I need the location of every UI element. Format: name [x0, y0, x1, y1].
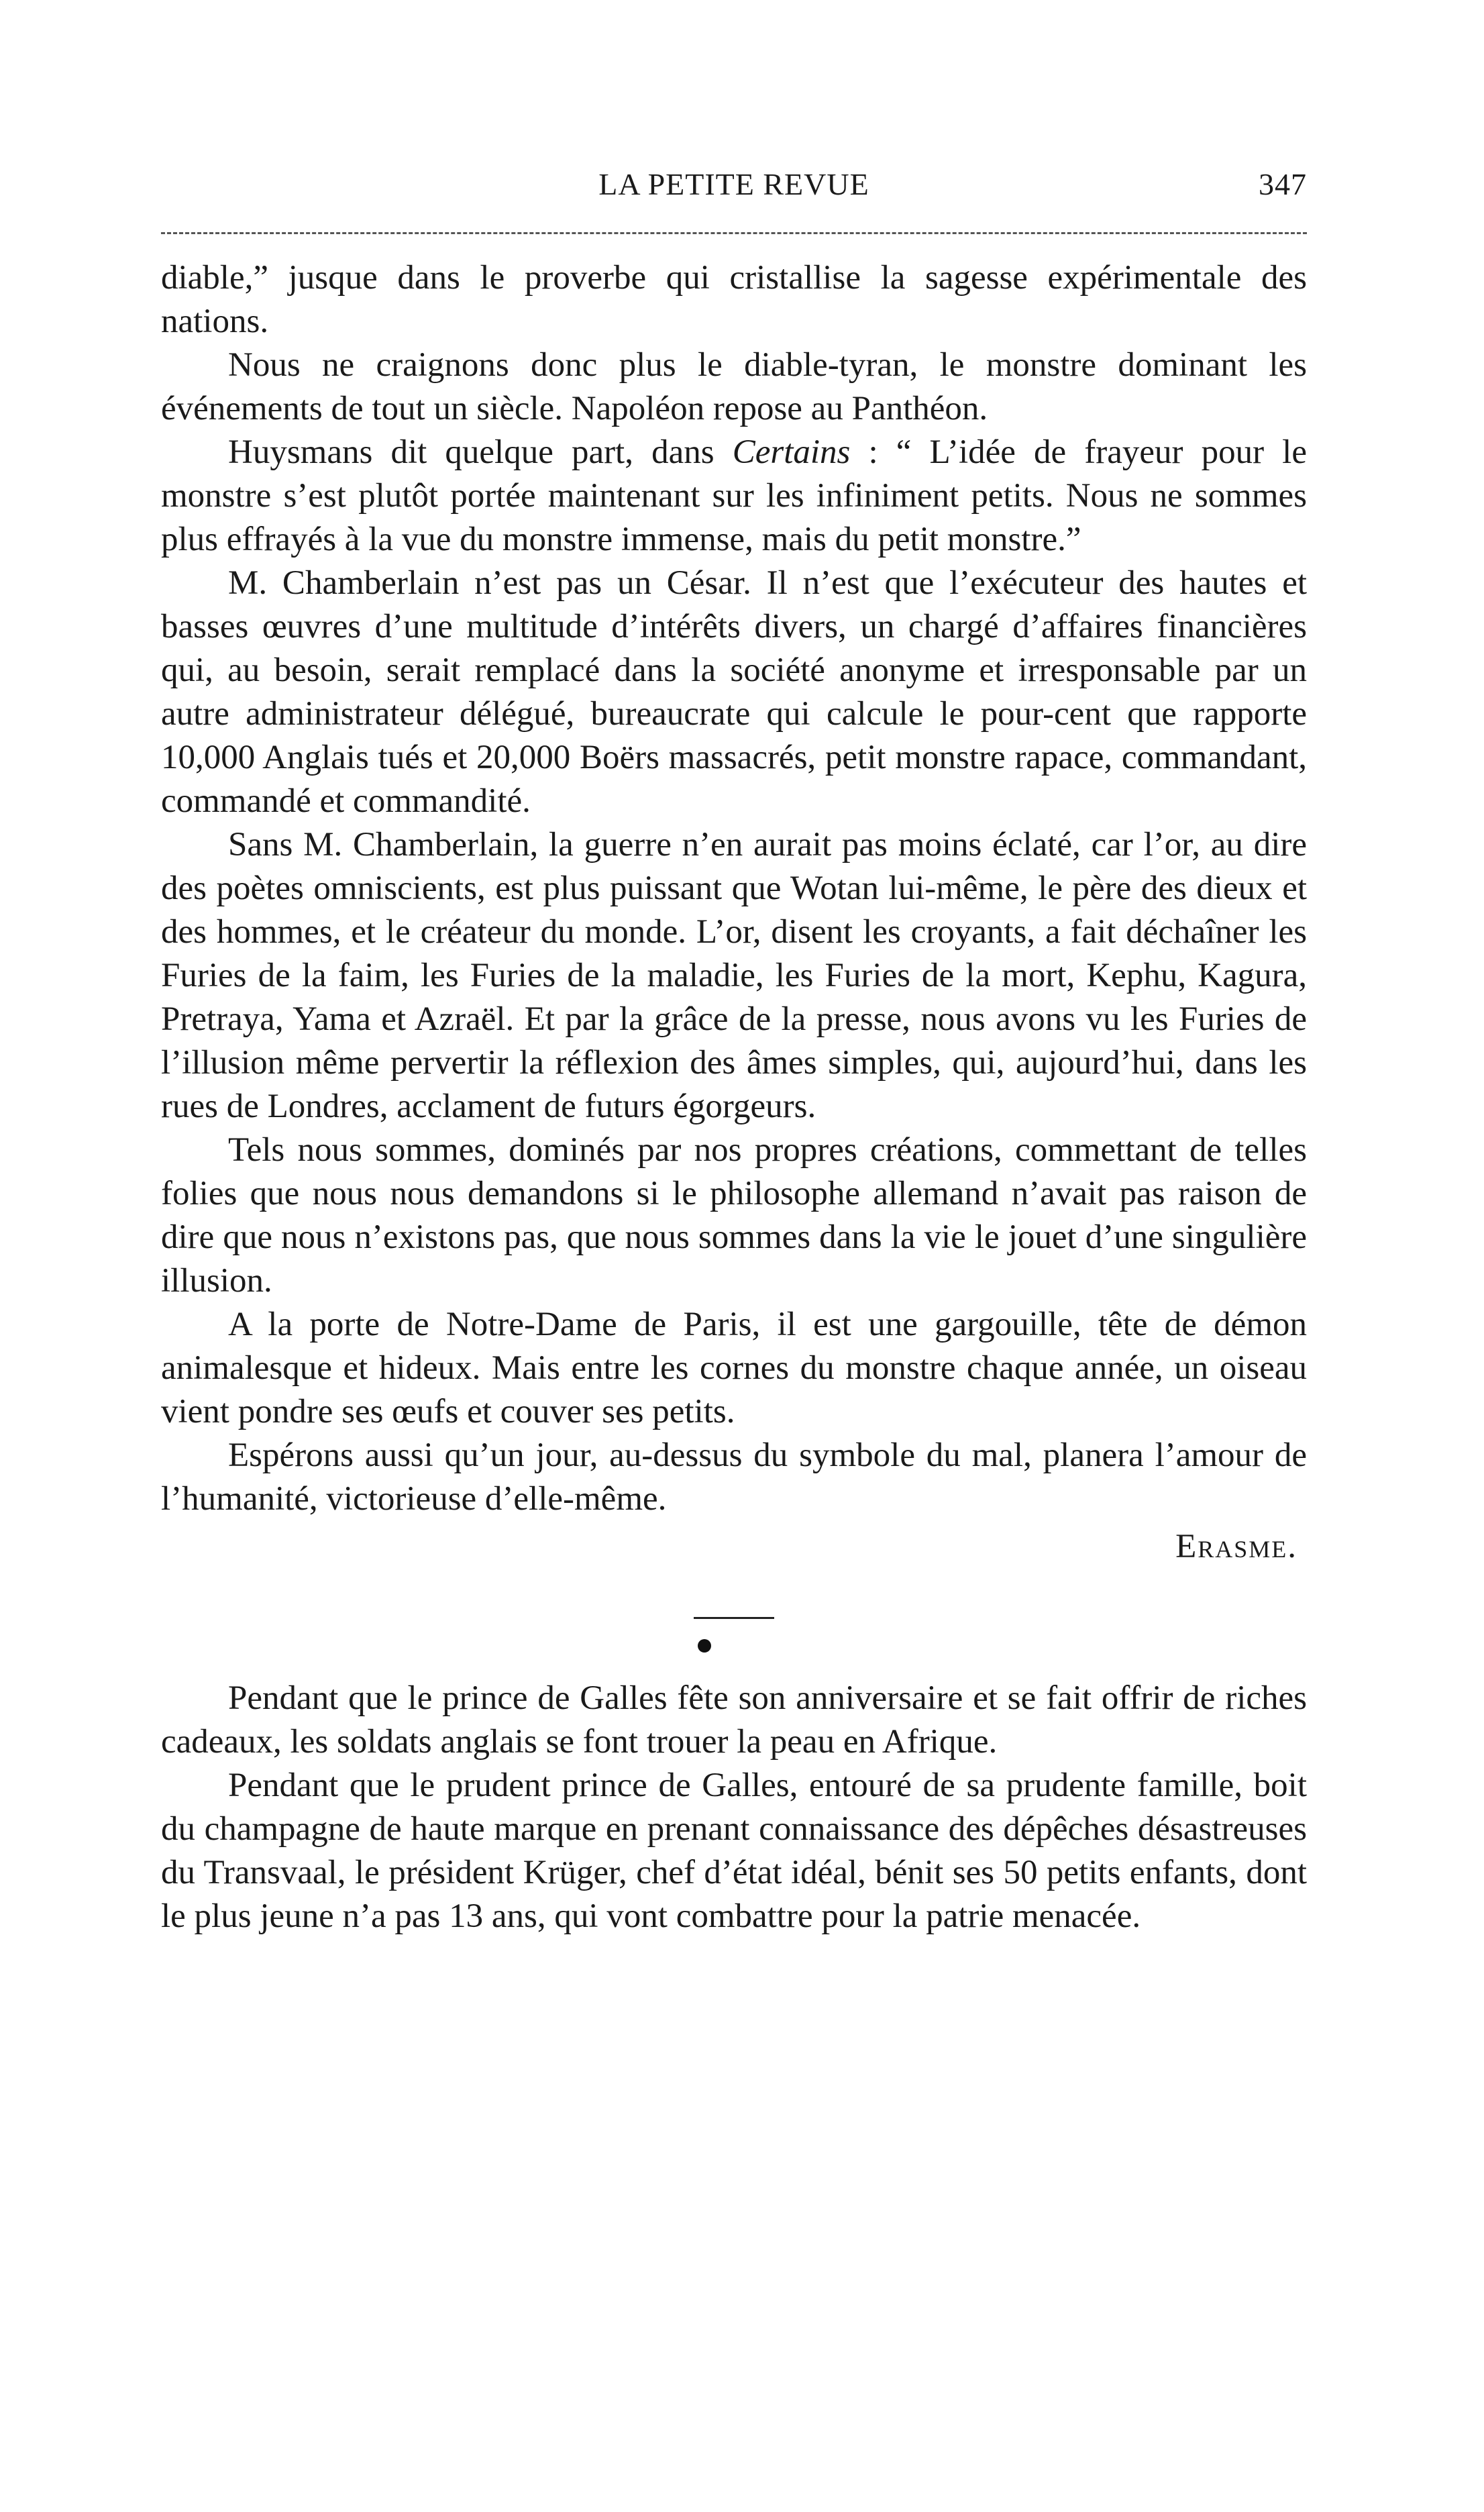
paragraph: Espérons aussi qu’un jour, au-dessus du symbole du mal, planera l’amour de l’humanité, victorieuse d’elle-même. — [161, 1436, 1307, 1518]
author-signature: Erasme. — [1175, 1528, 1297, 1565]
paragraph: M. Chamberlain n’est pas un César. Il n’est que l’exécuteur des hautes et basses œuvres d’une multitude d’intérêts divers, un chargé d’affaires financières qui, au besoin, serait remplacé dans la société anonyme et irresponsable par un autre administrateur délégué, bureaucrate qui calcule le pour-cent que rapporte 10,000 Anglais tués et 20,000 Boërs massacrés, petit monstre rapace, commandant, commandé et commandité. — [161, 564, 1307, 820]
huysmans-lead: Huysmans dit quelque part, dans — [228, 433, 733, 471]
paragraph: A la porte de Notre-Dame de Paris, il est une gargouille, tête de démon animalesque et hideux. Mais entre les cornes du monstre chaque année, un oiseau vient pondre ses œufs et couver ses petits. — [161, 1306, 1307, 1430]
header-rule — [161, 232, 1307, 234]
paragraph-continued: diable,” jusque dans le proverbe qui cristallise la sagesse expérimentale des nations. — [161, 259, 1307, 340]
running-title: LA PETITE REVUE — [598, 167, 869, 201]
page-header — [161, 166, 1307, 213]
essay-section — [161, 256, 1307, 1569]
paragraph: Sans M. Chamberlain, la guerre n’en aurait pas moins éclaté, car l’or, au dire des poètes omniscients, est plus puissant que Wotan lui-même, le père des dieux et des hommes, et le créateur du monde. L’or, disent les croyants, a fait déchaîner les Furies de la faim, les Furies de la maladie, les Furies de la mort, Kephu, Kagura, Pretraya, Yama et Azraël. Et par la grâce de la presse, nous avons vu les Furies de l’illusion même pervertir la réflexion des âmes simples, qui, aujourd’hui, dans les rues de Londres, acclament de futurs égorgeurs. — [161, 826, 1307, 1125]
paragraph: Nous ne craignons donc plus le diable-tyran, le monstre dominant les événements de tout un siècle. Napoléon repose au Panthéon. — [161, 346, 1307, 427]
ornament-dot — [698, 1639, 711, 1653]
paragraph-huysmans — [161, 431, 1307, 562]
second-section — [161, 1677, 1307, 1938]
paragraph: Pendant que le prince de Galles fête son anniversaire et se fait offrir de riches cadeaux, les soldats anglais se font trouer la peau en Afrique. — [161, 1679, 1307, 1761]
page-number: 347 — [1259, 167, 1307, 201]
work-title: Certains — [732, 433, 851, 471]
paragraph: Tels nous sommes, dominés par nos propres créations, commettant de telles folies que nous nous demandons si le philosophe allemand n’avait pas raison de dire que nous n’existons pas, que nous sommes dans la vie le jouet d’une singulière illusion. — [161, 1131, 1307, 1300]
paragraph: Pendant que le prudent prince de Galles, entouré de sa prudente famille, boit du champagne de haute marque en prenant connaissance des dépêches désastreuses du Transvaal, le président Krüger, chef d’état idéal, bénit ses 50 petits enfants, dont le plus jeune n’a pas 13 ans, qui vont combattre pour la patrie menacée. — [161, 1767, 1307, 1935]
page-body — [161, 256, 1307, 1938]
huysmans-quote: : “ L’idée de frayeur pour le monstre s’est plutôt portée maintenant sur les infiniment petits. Nous ne sommes plus effrayés à la vue du monstre immense, mais du petit monstre.” — [161, 433, 1307, 558]
section-separator — [694, 1617, 774, 1619]
